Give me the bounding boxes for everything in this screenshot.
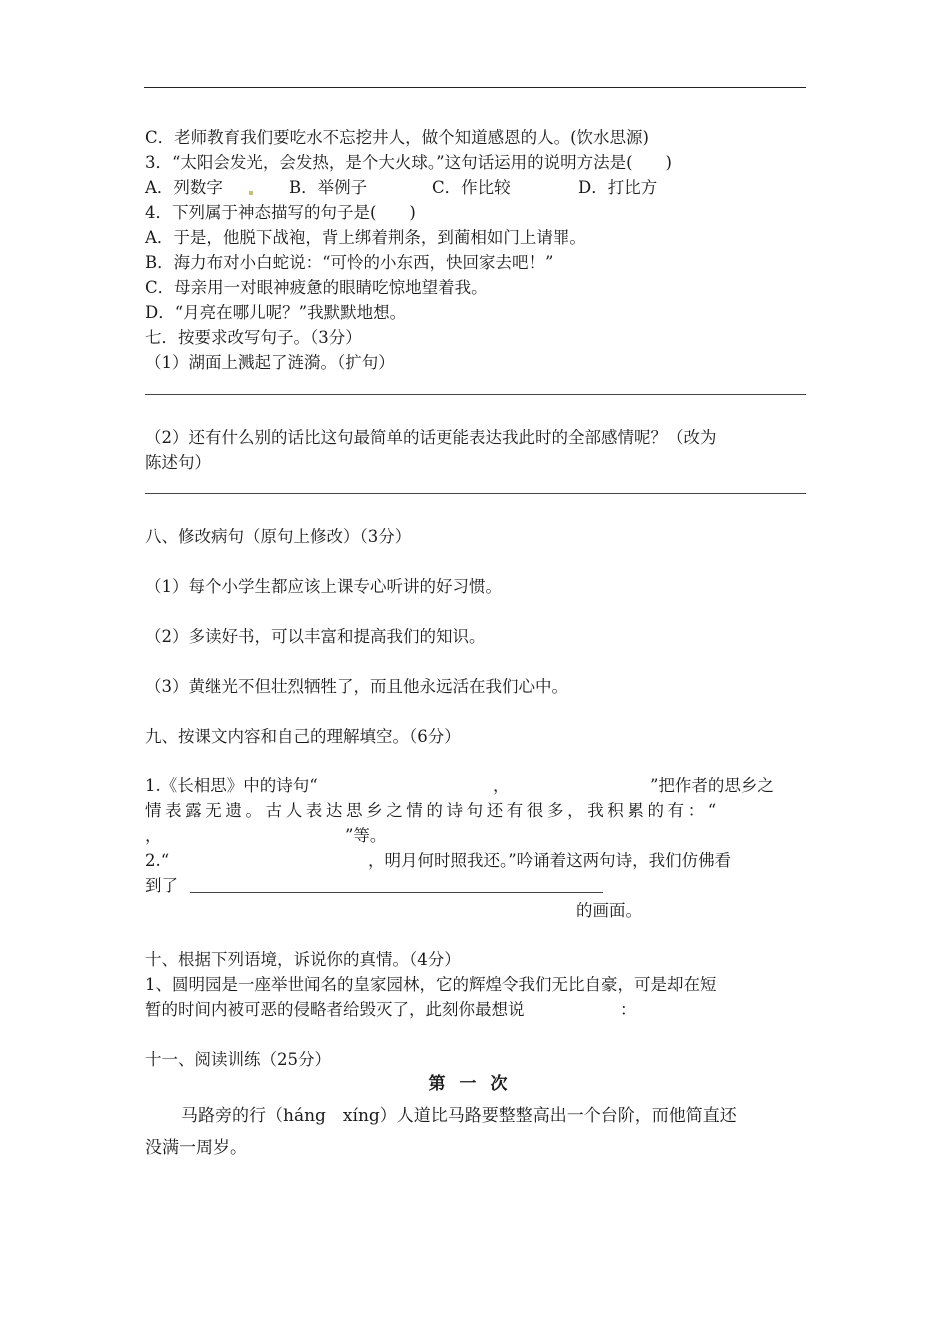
section10-line1: 1、圆明园是一座举世闻名的皇家园林，它的辉煌令我们无比自豪，可是却在短 — [145, 975, 717, 994]
section8-item2: （2）多读好书，可以丰富和提高我们的知识。 — [145, 627, 486, 646]
reading-para-line1: 马路旁的行（háng xíng）人道比马路要整整高出一个台阶，而他简直还 — [181, 1106, 737, 1126]
section7-heading: 七．按要求改写句子。（3分） — [145, 328, 362, 347]
answer-line-2[interactable] — [145, 493, 806, 494]
fill-blank-line[interactable] — [190, 892, 603, 893]
section8-heading: 八、修改病句（原句上修改）（3分） — [145, 527, 412, 546]
q3-option-c: C．作比较 — [432, 178, 511, 197]
section9-q1-end: ”把作者的思乡之 — [650, 776, 774, 795]
section9-q1-line3-end: ”等。 — [345, 826, 387, 845]
header-rule — [144, 87, 806, 88]
section9-q2-line2: 到了 — [145, 876, 178, 895]
section7-item1: （1）湖面上溅起了涟漪。（扩句） — [145, 353, 395, 372]
section9-q1-line2: 情表露无遗。古人表达思乡之情的诗句还有很多，我积累的有：“ — [145, 801, 720, 820]
reading-para-line2: 没满一周岁。 — [145, 1138, 247, 1158]
section8-item1: （1）每个小学生都应该上课专心听讲的好习惯。 — [145, 577, 502, 596]
section9-heading: 九、按课文内容和自己的理解填空。（6分） — [145, 727, 461, 746]
q3-option-d: D．打比方 — [578, 178, 658, 197]
q4-stem: 4．下列属于神态描写的句子是( ) — [145, 203, 416, 222]
section8-item3: （3）黄继光不但壮烈牺牲了，而且他永远活在我们心中。 — [145, 677, 568, 696]
section9-q1-line3-comma: ， — [145, 826, 162, 845]
section10-heading: 十、根据下列语境，诉说你的真情。（4分） — [145, 950, 461, 969]
reading-title: 第一次 — [428, 1074, 522, 1094]
section7-item2-line2: 陈述句） — [145, 453, 211, 472]
q3-option-b: B．举例子 — [289, 178, 368, 197]
answer-line-1[interactable] — [145, 394, 806, 395]
section9-q1-comma: ， — [493, 776, 510, 795]
section10-line2: 暂的时间内被可恶的侵略者给毁灭了，此刻你最想说 — [145, 1000, 525, 1019]
section9-q1-start: 1.《长相思》中的诗句“ — [145, 776, 318, 795]
section9-q2-end: ，明月何时照我还。”吟诵着这两句诗，我们仿佛看 — [368, 851, 732, 870]
section11-heading: 十一、阅读训练（25分） — [145, 1050, 331, 1069]
q4-option-d: D．“月亮在哪儿呢？”我默默地想。 — [145, 303, 407, 322]
section9-q2-line3: 的画面。 — [576, 901, 642, 920]
q3-option-a: A．列数字 — [145, 178, 223, 197]
section9-q2-start: 2.“ — [145, 851, 170, 870]
q4-option-c: C．母亲用一对眼神疲惫的眼睛吃惊地望着我。 — [145, 278, 488, 297]
q3-stem: 3．“太阳会发光，会发热，是个大火球。”这句话运用的说明方法是( ) — [145, 153, 672, 172]
q4-option-b: B．海力布对小白蛇说：“可怜的小东西，快回家去吧！” — [145, 253, 554, 272]
section7-item2-line1: （2）还有什么别的话比这句最简单的话更能表达我此时的全部感情呢？（改为 — [145, 428, 717, 447]
q6-option-c: C．老师教育我们要吃水不忘挖井人，做个知道感恩的人。(饮水思源) — [145, 128, 649, 147]
section10-colon: ： — [620, 1000, 637, 1019]
q4-option-a: A．于是，他脱下战袍，背上绑着荆条，到蔺相如门上请罪。 — [145, 228, 586, 247]
scan-speck — [249, 191, 253, 195]
